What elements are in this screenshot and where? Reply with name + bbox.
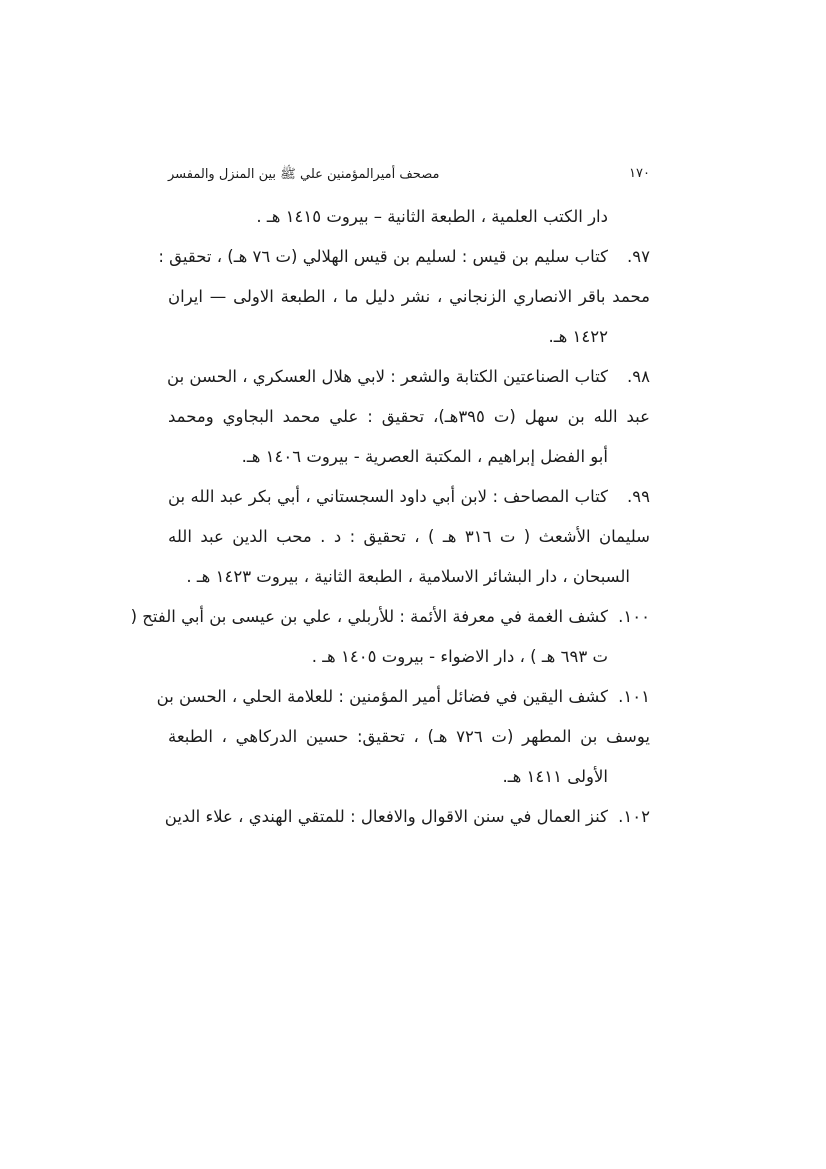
bibliography: [130, 197, 650, 837]
reference-number: ٩٩.: [627, 487, 650, 506]
reference-entry-102: [164, 797, 650, 837]
reference-number: ٩٨.: [627, 367, 650, 386]
reference-entry-101: [156, 677, 650, 797]
reference-line: عبد الله بن سهل (ت ٣٩٥هـ)، تحقيق : علي محمد البجاوي ومحمد: [168, 407, 650, 426]
running-title: مصحف أميرالمؤمنين علي ﷺ بين المنزل والمفسر: [168, 167, 440, 182]
reference-line: السبحان ، دار البشائر الاسلامية ، الطبعة الثانية ، بيروت ١٤٢٣ هـ .: [186, 567, 630, 586]
reference-line: كتاب المصاحف : لابن أبي داود السجستاني ، أبي بكر عبد الله بن: [168, 487, 608, 506]
reference-entry-100: [130, 597, 650, 677]
reference-line: كنز العمال في سنن الاقوال والافعال : للمتقي الهندي ، علاء الدين: [164, 807, 608, 826]
reference-line: سليمان الأشعث ( ت ٣١٦ هـ ) ، تحقيق : د . محب الدين عبد الله: [168, 527, 650, 546]
reference-line: الأولى ١٤١١ هـ.: [502, 767, 608, 786]
reference-entry-99: [168, 477, 650, 597]
reference-line: كتاب سليم بن قيس : لسليم بن قيس الهلالي (ت ٧٦ هـ) ، تحقيق :: [158, 247, 608, 266]
reference-line: ١٤٢٢ هـ.: [548, 327, 608, 346]
reference-line: كشف الغمة في معرفة الأئمة : للأربلي ، علي بن عيسى بن أبي الفتح (: [130, 607, 608, 626]
page-number: ١٧٠: [629, 166, 650, 181]
reference-number: ١٠٠.: [618, 607, 650, 626]
reference-line: أبو الفضل إبراهيم ، المكتبة العصرية - بيروت ١٤٠٦ هـ.: [241, 447, 608, 466]
reference-line: كشف اليقين في فضائل أمير المؤمنين : للعلامة الحلي ، الحسن بن: [156, 687, 608, 706]
reference-line: كتاب الصناعتين الكتابة والشعر : لابي هلال العسكري ، الحسن بن: [167, 367, 608, 386]
bibliography-continuation: [168, 197, 650, 237]
reference-number: ١٠٢.: [618, 807, 650, 826]
reference-entry-98: [168, 357, 650, 477]
reference-line: ت ٦٩٣ هـ ) ، دار الاضواء - بيروت ١٤٠٥ هـ .: [311, 647, 608, 666]
reference-line: محمد باقر الانصاري الزنجاني ، نشر دليل ما ، الطبعة الاولى — ايران: [168, 287, 650, 306]
reference-number: ١٠١.: [618, 687, 650, 706]
continuation-line: دار الكتب العلمية ، الطبعة الثانية – بيروت ١٤١٥ هـ .: [256, 207, 608, 226]
reference-line: يوسف بن المطهر (ت ٧٢٦ هـ) ، تحقيق: حسين الدركاهي ، الطبعة: [168, 727, 650, 746]
page-header: [168, 166, 650, 188]
reference-entry-97: [158, 237, 650, 357]
reference-number: ٩٧.: [627, 247, 650, 266]
